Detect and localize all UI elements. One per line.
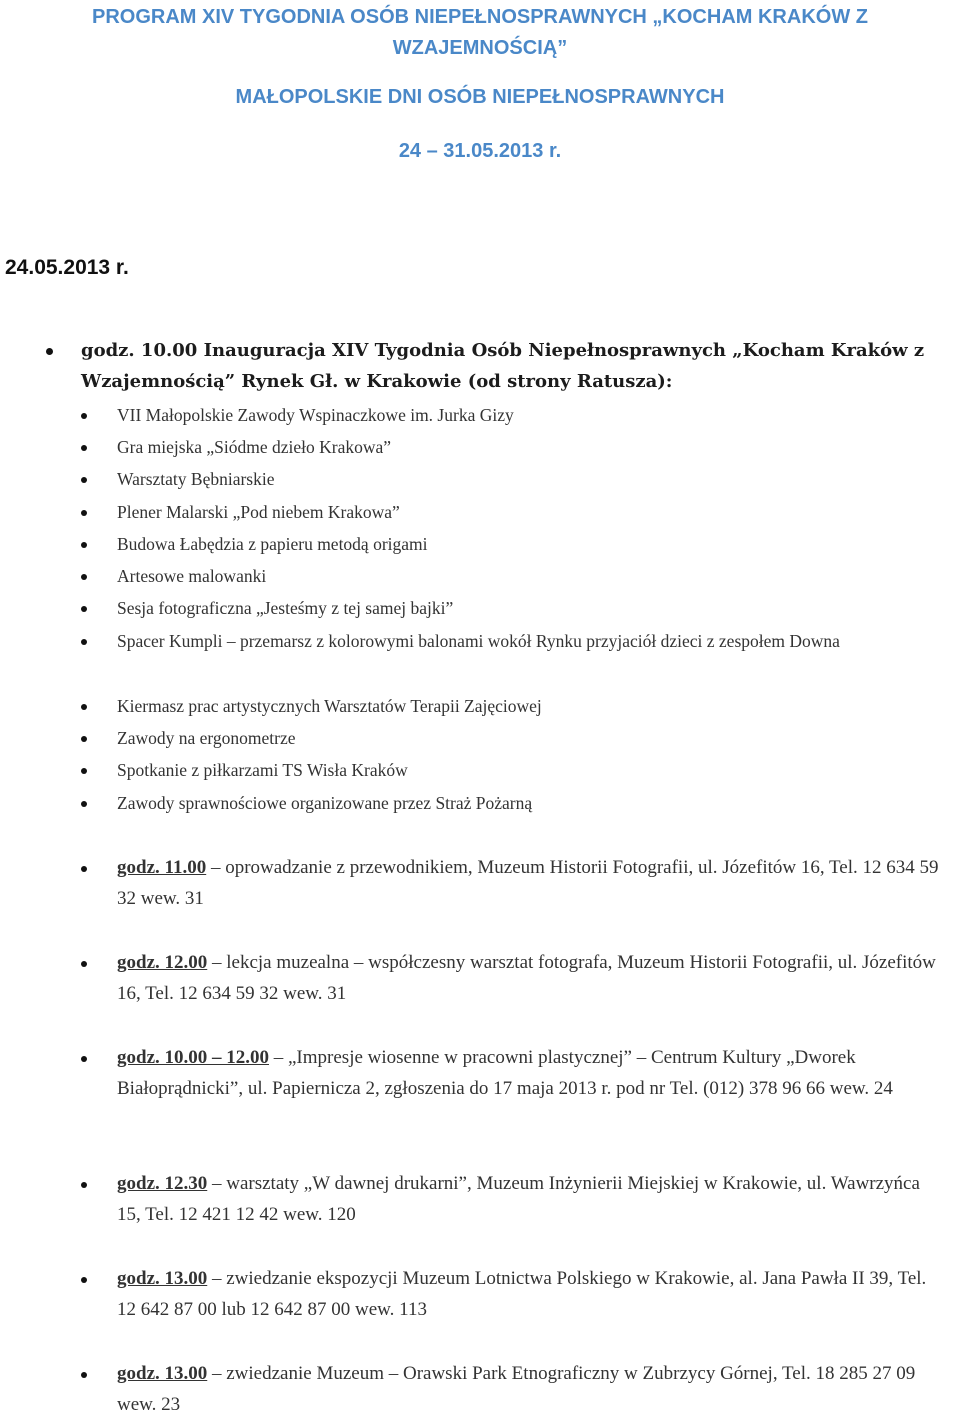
bullet-icon <box>81 542 87 548</box>
event-time: godz. 11.00 <box>117 857 207 878</box>
bullet-icon <box>81 1182 87 1188</box>
activity-text: Spotkanie z piłkarzami TS Wisła Kraków <box>117 760 408 780</box>
bullet-icon <box>81 736 87 742</box>
bullet-icon <box>81 1277 87 1283</box>
intro-item <box>81 335 940 397</box>
bullet-icon <box>81 574 87 580</box>
activity-text: Warsztaty Bębniarskie <box>117 469 275 489</box>
event-item <box>117 1168 940 1230</box>
activity-item <box>117 496 940 528</box>
activity-text: Plener Malarski „Pod niebem Krakowa” <box>117 502 400 522</box>
day-heading: 24.05.2013 r. <box>5 256 129 279</box>
document-dates: 24 – 31.05.2013 r. <box>398 140 562 162</box>
activity-item <box>117 399 940 431</box>
event-description: – oprowadzanie z przewodnikiem, Muzeum Historii Fotografii, ul. Józefitów 16, Tel. 12 634 59 32 wew. 31 <box>117 857 939 909</box>
activity-text: VII Małopolskie Zawody Wspinaczkowe im. Jurka Gizy <box>117 405 514 425</box>
event-description: – warsztaty „W dawnej drukarni”, Muzeum Inżynierii Miejskiej w Krakowie, ul. Wawrzyńca 15, Tel. 12 421 12 42 wew. 120 <box>117 1173 920 1225</box>
activity-item <box>117 625 940 657</box>
activity-text: Artesowe malowanki <box>117 566 267 586</box>
document-title: PROGRAM XIV TYGODNIA OSÓB NIEPEŁNOSPRAWNYCH „KOCHAM KRAKÓW Z WZAJEMNOŚCIĄ” <box>92 6 868 59</box>
activity-item <box>117 690 940 722</box>
bullet-icon <box>81 477 87 483</box>
activity-text: Spacer Kumpli – przemarsz z kolorowymi balonami wokół Rynku przyjaciół dzieci z zespołem Downa <box>117 631 840 651</box>
intro-text: godz. 10.00 Inauguracja XIV Tygodnia Osób Niepełnosprawnych „Kocham Kraków z Wzajemnością” Rynek Gł. w Krakowie (od strony Ratusza): <box>81 340 925 392</box>
bullet-icon <box>81 413 87 419</box>
activity-text: Gra miejska „Siódme dzieło Krakowa” <box>117 437 392 457</box>
document-subtitle: MAŁOPOLSKIE DNI OSÓB NIEPEŁNOSPRAWNYCH <box>235 86 725 108</box>
activity-item <box>117 431 940 463</box>
bullet-icon <box>81 704 87 710</box>
activity-item <box>117 463 940 495</box>
bullet-icon <box>81 510 87 516</box>
event-item <box>117 1042 940 1104</box>
event-time: godz. 12.30 <box>117 1173 208 1194</box>
activity-text: Sesja fotograficzna „Jesteśmy z tej samej bajki” <box>117 598 454 618</box>
activity-item <box>117 787 940 819</box>
activity-item <box>117 754 940 786</box>
event-item <box>117 947 940 1009</box>
event-item <box>117 1358 940 1420</box>
bullet-icon <box>81 866 87 872</box>
event-item <box>117 1263 940 1325</box>
bullet-icon <box>81 639 87 645</box>
activity-item <box>117 592 940 624</box>
activity-item <box>117 722 940 754</box>
event-time: godz. 13.00 <box>117 1268 208 1289</box>
bullet-icon <box>46 348 53 355</box>
bullet-icon <box>81 768 87 774</box>
bullet-icon <box>81 1056 87 1062</box>
event-description: – zwiedzanie ekspozycji Muzeum Lotnictwa Polskiego w Krakowie, al. Jana Pawła II 39, Tel. 12 642 87 00 lub 12 642 87 00 wew. 113 <box>117 1268 927 1320</box>
bullet-icon <box>81 1372 87 1378</box>
bullet-icon <box>81 801 87 807</box>
activity-text: Kiermasz prac artystycznych Warsztatów Terapii Zajęciowej <box>117 696 542 716</box>
bullet-icon <box>81 961 87 967</box>
activity-text: Zawody na ergonometrze <box>117 728 296 748</box>
activity-text: Zawody sprawnościowe organizowane przez Straż Pożarną <box>117 793 533 813</box>
bullet-icon <box>81 445 87 451</box>
activity-item <box>117 528 940 560</box>
event-item <box>117 852 940 914</box>
event-description: – zwiedzanie Muzeum – Orawski Park Etnograficzny w Zubrzycy Górnej, Tel. 18 285 27 09 wew. 23 <box>117 1363 916 1415</box>
event-description: – lekcja muzealna – współczesny warsztat fotografa, Muzeum Historii Fotografii, ul. Józefitów 16, Tel. 12 634 59 32 wew. 31 <box>117 952 936 1004</box>
activity-item <box>117 560 940 592</box>
activity-text: Budowa Łabędzia z papieru metodą origami <box>117 534 428 554</box>
bullet-icon <box>81 606 87 612</box>
event-description: – „Impresje wiosenne w pracowni plastycznej” – Centrum Kultury „Dworek Białoprądnicki”, ul. Papiernicza 2, zgłoszenia do 17 maja 2013 r. pod nr Tel. (012) 378 96 66 wew. 24 <box>117 1047 893 1099</box>
event-time: godz. 13.00 <box>117 1363 208 1384</box>
event-time: godz. 10.00 – 12.00 <box>117 1047 269 1068</box>
event-time: godz. 12.00 <box>117 952 208 973</box>
